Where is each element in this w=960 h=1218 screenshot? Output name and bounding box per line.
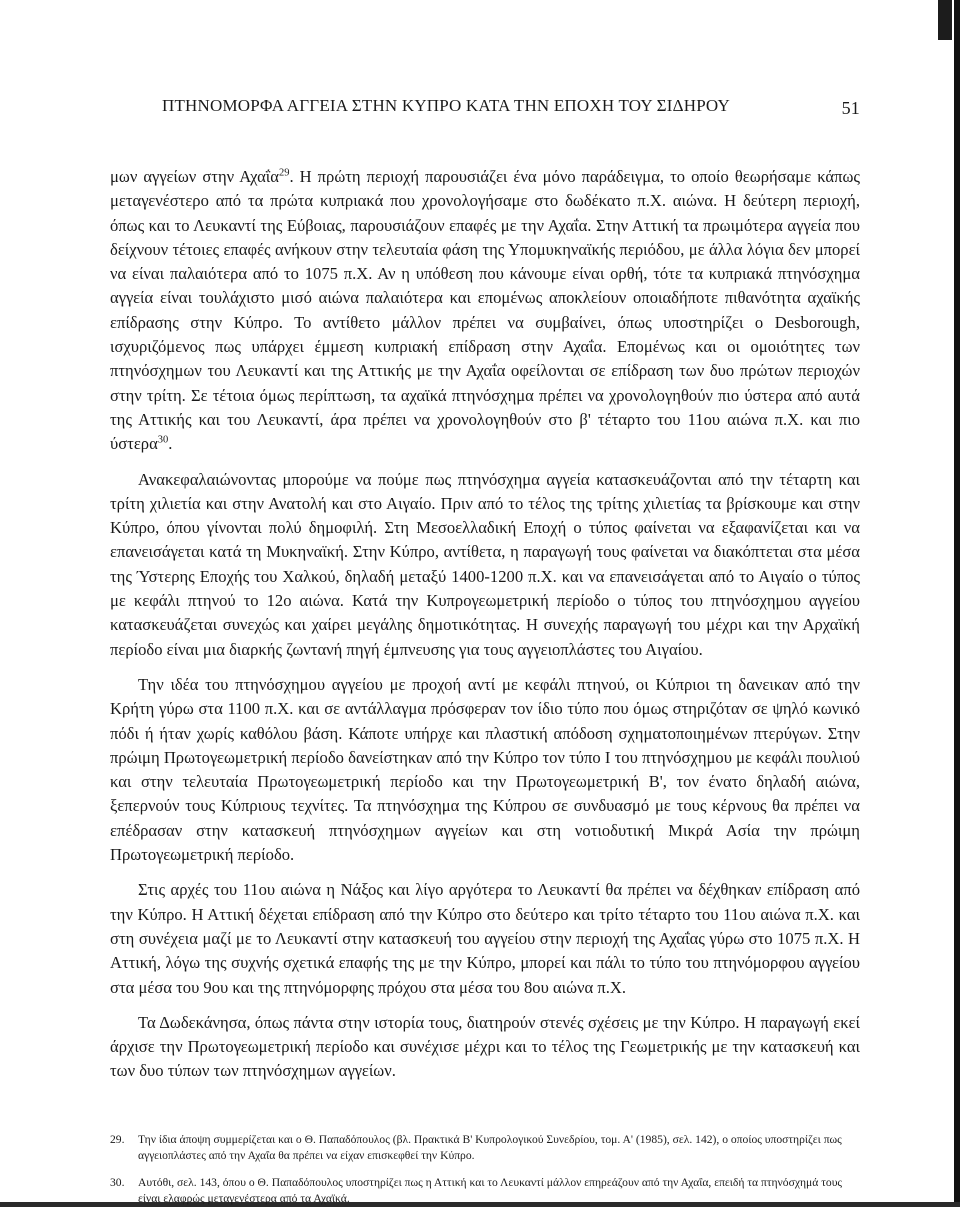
- paragraph-4: Στις αρχές του 11ου αιώνα η Νάξος και λίγο αργότερα το Λευκαντί θα πρέπει να δέχθηκαν επίδραση από την Κύπρο. Η Αττική δέχεται επίδραση από την Κύπρο στο δεύτερο και τρίτο τέταρτο του 11ου αιώνα π.Χ. και στη συνέχεια μαζί με το Λευκαντί στην κατασκευή του αγγείου στην περιοχή της Αχαΐας γύρω στο 1075 π.Χ. Η Αττική, λόγω της συχνής σχετικά επαφής της με την Κύπρο, μπορεί και πάλι το τύπο του πτηνόμορφου αγγείου στα μέσα του 9ου και της πτηνόμορφης πρόχου στα μέσα του 8ου αιώνα π.Χ.: [110, 880, 860, 997]
- running-head: [110, 96, 860, 124]
- footnote-number: 29.: [110, 1132, 125, 1146]
- footnote-29: [110, 1132, 860, 1165]
- paragraph-1-text-a: μων αγγείων στην Αχαΐα: [110, 167, 279, 186]
- footnote-ref-29[interactable]: 29: [278, 167, 290, 179]
- paragraph-3: Την ιδέα του πτηνόσχημου αγγείου με προχοή αντί με κεφάλι πτηνού, οι Κύπριοι τη δανεικαν από την Κρήτη γύρω στα 1100 π.Χ. και σε αντάλλαγμα πρόσφεραν τον ίδιο τύπο που όμως στηριζόταν σε ψηλό κωνικό πόδι ή ήταν χωρίς καθόλου βάση. Κάποτε υπήρχε και πλαστική απόδοση σχηματοποιημένων πτερύγων. Στην πρώιμη Πρωτογεωμετρική περίοδο δανείστηκαν από την Κύπρο τον τύπο I του πτηνόσχημου με κεφάλι πουλιού και στην τελευταία Πρωτογεωμετρική περίοδο και την Πρωτογεωμετρική Β', τον ένατο δηλαδή αιώνα, ξεπερνούν τους Κύπριους τεχνίτες. Τα πτηνόσχημα της Κύπρου σε συνδυασμό με τους κέρνους θα πρέπει να επέδρασαν στην κατασκευή πτηνόσχημων αγγείων και στη νοτιοδυτική Μικρά Ασία την πρώιμη Πρωτογεωμετρική περίοδο.: [110, 674, 860, 865]
- footnotes: [110, 1132, 860, 1208]
- book-page: [110, 96, 860, 1218]
- page-number: 51: [841, 98, 860, 118]
- scan-edge-mark: [938, 0, 952, 40]
- scan-edge-right: [954, 0, 960, 1207]
- footnote-text: Την ίδια άποψη συμμερίζεται και ο Θ. Παπαδόπουλος (βλ. Πρακτικά Β' Κυπρολογικού Συνεδρίου, τομ. Α' (1985), σελ. 142), ο οποίος υποστηρίζει πως αγγειοπλάστες από την Αχαΐα θα πρέπει να είχαν επισκεφθεί την Κύπρο.: [138, 1132, 842, 1163]
- body-text: [110, 165, 860, 1084]
- footnote-ref-30[interactable]: 30: [157, 434, 169, 446]
- footnote-number: 30.: [110, 1175, 125, 1189]
- paragraph-1: [110, 165, 860, 457]
- paragraph-2: Ανακεφαλαιώνοντας μπορούμε να πούμε πως πτηνόσχημα αγγεία κατασκευάζονται από την τέταρτη και τρίτη χιλιετία και στην Ανατολή και στο Αιγαίο. Πριν από το τέλος της τρίτης χιλιετίας τα βρίσκουμε και στην Κύπρο, όπου γίνονται πολύ δημοφιλή. Στη Μεσοελλαδική Εποχή ο τύπος φαίνεται να εξαφανίζεται και να επανεισάγεται κατά τη Μυκηναϊκή. Στην Κύπρο, αντίθετα, η παραγωγή τους φαίνεται να διακόπτεται στα μέσα της Ύστερης Εποχής του Χαλκού, δηλαδή μεταξύ 1400-1200 π.Χ. και να επανεισάγεται από το Αιγαίο ο τύπος με κεφάλι πτηνού το 12ο αιώνα. Κατά την Κυπρογεωμετρική περίοδο ο τύπος του πτηνόσχημου αγγείου κατασκευάζεται συνεχώς και χαίρει μεγάλης δημοτικότητας. Η συνεχής παραγωγή του μέχρι και την Αρχαϊκή περίοδο είναι μια διαρκής ζωντανή πηγή έμπνευσης για τους αγγειοπλάστες του Αιγαίου.: [110, 469, 860, 659]
- paragraph-1-text-b: . Η πρώτη περιοχή παρουσιάζει ένα μόνο παράδειγμα, το οποίο θεωρήσαμε κάπως μεταγενέστερο από τα πρώτα κυπριακά που χρονολογήσαμε στο δωδέκατο π.Χ. αιώνα. Η δεύτερη περιοχή, όπως και το Λευκαντί της Εύβοιας, παρουσιάζουν επαφές με την Αχαΐα. Στην Αττική τα πρωιμότερα αγγεία που δείχνουν τέτοιες επαφές ανήκουν στην τελευταία φάση της Υπομυκηναϊκής περιόδου, με άλλα λόγια δεν μπορεί να είναι παλαιότερα από το 1075 π.Χ. Αν η υπόθεση που κάνουμε είναι ορθή, τότε τα κυπριακά πτηνόσχημα αγγεία είναι τουλάχιστο μισό αιώνα παλαιότερα και επομένως αποκλείουν οποιαδήποτε πιθανότητα αχαϊκής επίδρασης στην Κύπρο. Το αντίθετο μάλλον πρέπει να συμβαίνει, όπως υποστηρίζει ο Desborough, ισχυριζόμενος πως υπάρχει έμμεση κυπριακή επίδραση στην Αχαΐα. Επομένως και οι ομοιότητες των πτηνόσχημων του Λευκαντί και της Αττικής με την Αχαΐα οφείλονται σε επίδραση των δυο πρώτων περιοχών στην τρίτη. Σε τέτοια όμως περίπτωση, τα αχαϊκά πτηνόσχημα πρέπει να χρονολογηθούν πιο ύστερα από αυτά της Αττικής και του Λευκαντί, άρα πρέπει να χρονολογηθούν στο β' τέταρτο του 11ου αιώνα π.Χ. και πιο ύστερα: [110, 167, 860, 454]
- running-head-title: ΠΤΗΝΟΜΟΡΦΑ ΑΓΓΕΙΑ ΣΤΗΝ ΚΥΠΡΟ ΚΑΤΑ ΤΗΝ ΕΠΟΧΗ ΤΟΥ ΣΙΔΗΡΟΥ: [162, 96, 731, 115]
- footnote-30: [110, 1175, 860, 1208]
- paragraph-1-text-c: .: [168, 434, 173, 454]
- paragraph-5: Τα Δωδεκάνησα, όπως πάντα στην ιστορία τους, διατηρούν στενές σχέσεις με την Κύπρο. Η παραγωγή εκεί άρχισε την Πρωτογεωμετρική περίοδο και συνέχισε μέχρι και το τέλος της Γεωμετρικής με την κατασκευή και των δυο τύπων των πτηνόσχημων αγγείων.: [110, 1012, 860, 1081]
- footnote-text: Αυτόθι, σελ. 143, όπου ο Θ. Παπαδόπουλος υποστηρίζει πως η Αττική και το Λευκαντί μάλλον επηρεάζουν από την Αχαΐα, επειδή τα πτηνόσχημά τους είναι ελαφρώς μεταγενέστερα από τα Αχαϊκά.: [138, 1175, 843, 1206]
